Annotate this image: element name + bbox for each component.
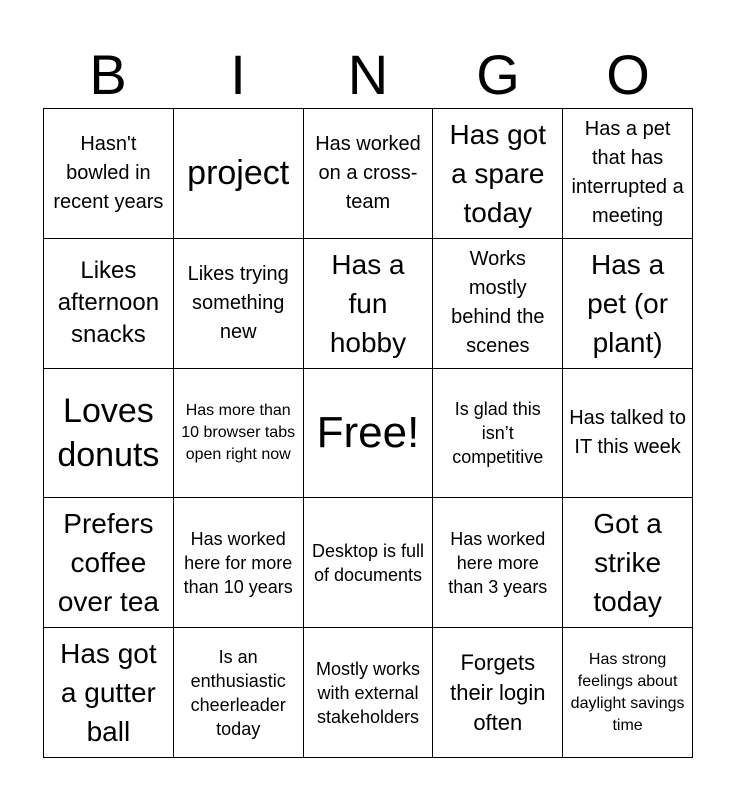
free-space-cell[interactable] [304, 369, 434, 499]
cell-text: Forgets their login often [450, 649, 546, 735]
bingo-cell[interactable] [563, 109, 693, 239]
cell-text: Has strong feelings about daylight savings time [570, 650, 685, 734]
bingo-cell[interactable] [174, 239, 304, 369]
cell-text: Got a strike today [593, 508, 662, 618]
bingo-cell[interactable] [304, 498, 434, 628]
bingo-cell[interactable] [44, 239, 174, 369]
cell-text: Desktop is full of documents [311, 540, 425, 585]
cell-text: Hasn't bowled in recent years [53, 132, 164, 213]
bingo-cell[interactable] [44, 628, 174, 758]
cell-text: Likes trying something new [187, 262, 289, 343]
bingo-cell[interactable] [174, 109, 304, 239]
header-letter-i: I [230, 43, 246, 106]
cell-text: Has a pet that has interrupted a meeting [571, 118, 684, 228]
bingo-cell[interactable] [563, 498, 693, 628]
header-letter-b: B [89, 43, 127, 106]
cell-text: Loves donuts [57, 391, 160, 474]
cell-text: project [187, 154, 290, 193]
bingo-cell[interactable] [174, 498, 304, 628]
header-letter-o: O [606, 43, 650, 106]
cell-text: Has worked here for more than 10 years [183, 528, 293, 597]
bingo-cell[interactable] [304, 109, 434, 239]
bingo-cell[interactable] [44, 109, 174, 239]
header-letter-n: N [347, 43, 389, 106]
bingo-cell[interactable] [174, 369, 304, 499]
bingo-cell[interactable] [304, 628, 434, 758]
bingo-cell[interactable] [304, 239, 434, 369]
bingo-header [43, 44, 693, 106]
bingo-cell[interactable] [44, 369, 174, 499]
bingo-cell[interactable] [563, 239, 693, 369]
bingo-cell[interactable] [433, 498, 563, 628]
bingo-cell[interactable] [433, 369, 563, 499]
cell-text: Is glad this isn’t competitive [452, 398, 544, 467]
header-letter-g: G [476, 43, 520, 106]
cell-text: Has worked on a cross-team [315, 132, 421, 213]
bingo-cell[interactable] [44, 498, 174, 628]
bingo-cell[interactable] [433, 628, 563, 758]
bingo-cell[interactable] [563, 628, 693, 758]
cell-text: Works mostly behind the scenes [451, 248, 545, 358]
cell-text: Has got a spare today [449, 118, 547, 228]
cell-text: Has a pet (or plant) [587, 248, 669, 358]
cell-text: Is an enthusiastic cheerleader today [190, 646, 286, 739]
cell-text: Has more than 10 browser tabs open right now [181, 401, 296, 463]
cell-text: Has a fun hobby [329, 248, 407, 358]
bingo-cell[interactable] [174, 628, 304, 758]
cell-text: Has worked here more than 3 years [448, 528, 548, 597]
bingo-cell[interactable] [433, 109, 563, 239]
bingo-cell[interactable] [563, 369, 693, 499]
cell-text: Has talked to IT this week [569, 406, 686, 458]
cell-text: Likes afternoon snacks [57, 257, 160, 349]
bingo-board [43, 108, 693, 758]
cell-text: Has got a gutter ball [60, 638, 157, 748]
bingo-cell[interactable] [433, 239, 563, 369]
free-space-label: Free! [316, 407, 420, 457]
cell-text: Mostly works with external stakeholders [315, 658, 420, 727]
cell-text: Prefers coffee over tea [57, 508, 159, 618]
